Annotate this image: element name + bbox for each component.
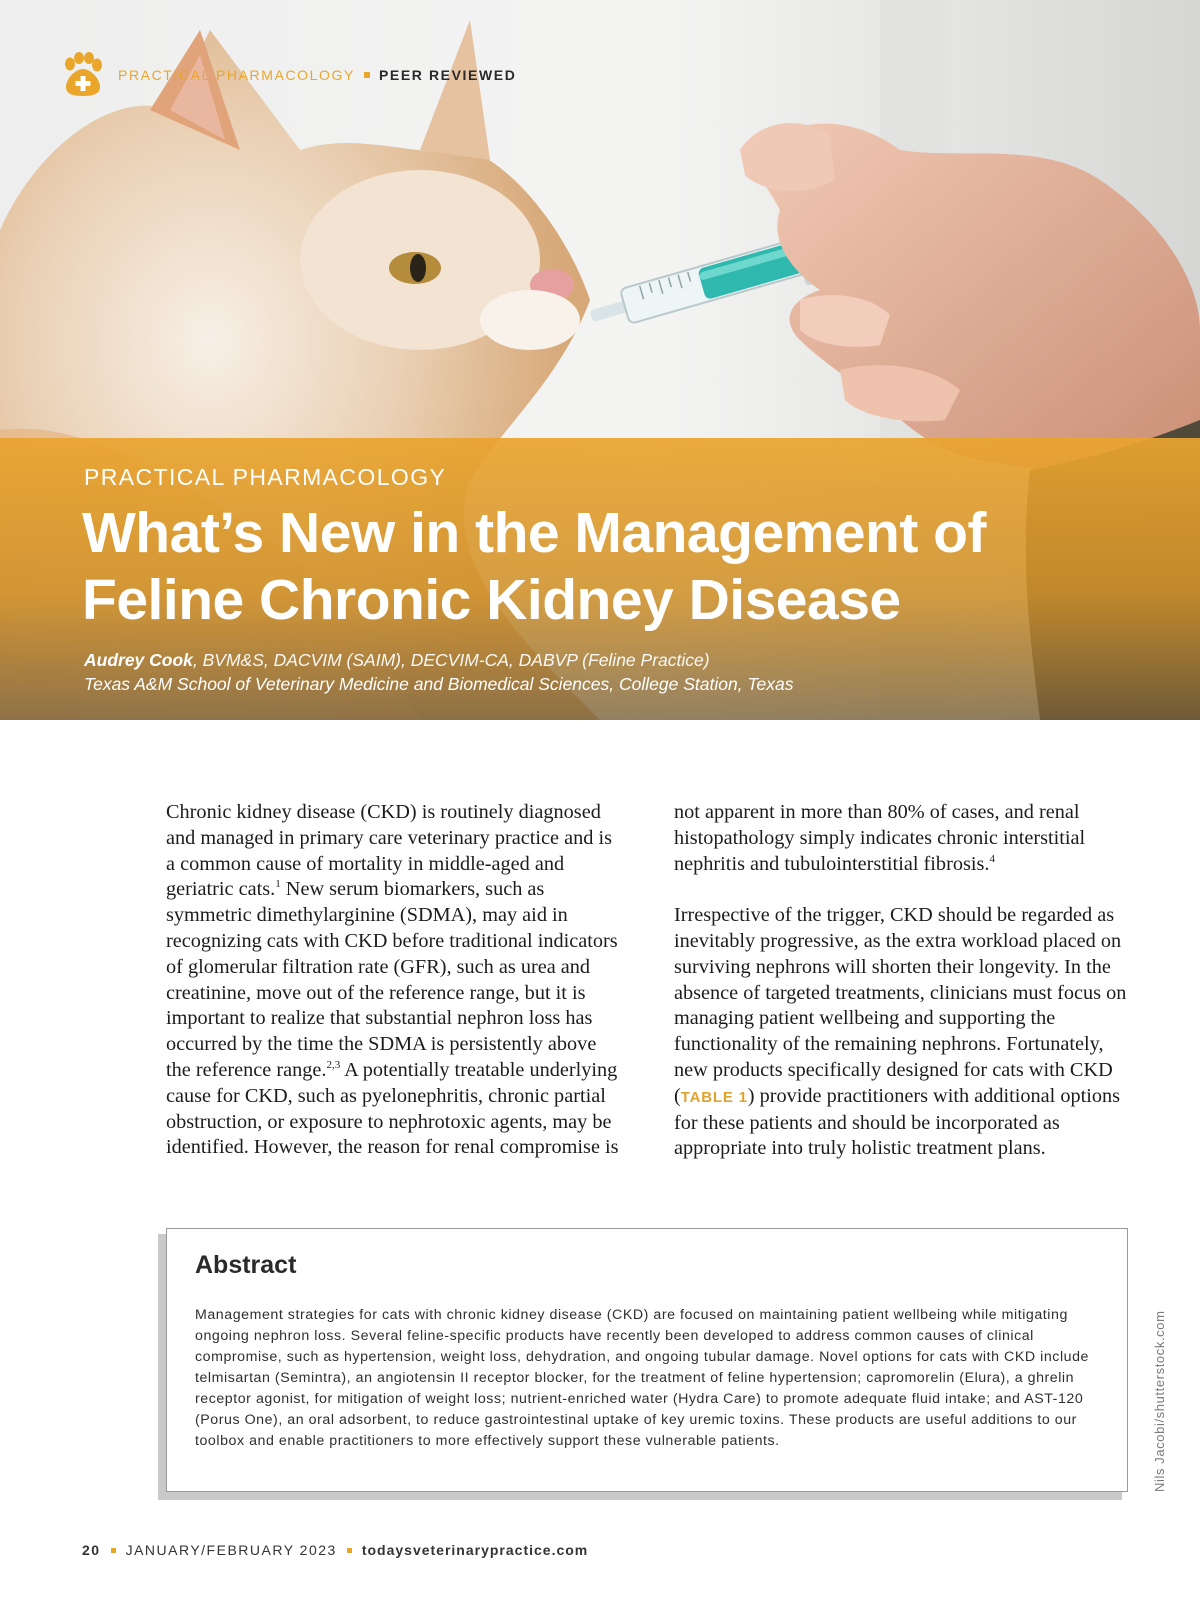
body-column-right (674, 800, 1134, 1162)
table-1-link[interactable]: TABLE 1 (680, 1088, 748, 1106)
page-footer (82, 1542, 588, 1558)
author-name: Audrey Cook (84, 650, 193, 670)
body-text: Irrespective of the trigger, CKD should be regarded as inevitably progressive, as the extra workload placed on surviving nephrons will shorten their longevity. In the absence of targeted treatments, clinicians must focus on managing patient wellbeing and supporting the functionality of the remaining nephrons. Fortunately, new products specifically designed for cats with CKD ( (674, 904, 1127, 1107)
body-text: not apparent in more than 80% of cases, and renal histopathology simply indicates chronic interstitial nephritis and tubulointerstitial fibrosis. (674, 801, 1086, 875)
body-paragraph (166, 800, 626, 1161)
citation: 1 (275, 878, 281, 891)
peer-reviewed-label: PEER REVIEWED (378, 67, 517, 83)
separator-dot (364, 72, 370, 78)
author-affiliation: Texas A&M School of Veterinary Medicine and Biomedical Sciences, College Station, Texas (84, 674, 794, 694)
article-title: What’s New in the Management of Feline Chronic Kidney Disease (82, 501, 986, 632)
abstract-box (166, 1228, 1128, 1492)
abstract-text: Management strategies for cats with chronic kidney disease (CKD) are focused on maintaining patient wellbeing while mitigating ongoing nephron loss. Several feline-specific products have recently been developed to address common causes of clinical compromise, such as hypertension, weight loss, dehydration, and ongoing tubular damage. Novel options for cats with CKD include telmisartan (Semintra), an angiotensin II receptor blocker, for the treatment of feline hypertension; capromorelin (Elura), a ghrelin receptor agonist, for mitigation of weight loss; nutrient-enriched water (Hydra Care) to promote adequate fluid intake; and AST-120 (Porus One), an oral adsorbent, to reduce gastrointestinal uptake of key uremic toxins. These products are useful additions to our toolbox and enable practitioners to more effectively support these vulnerable patients. (195, 1307, 1089, 1449)
citation: 2,3 (326, 1059, 341, 1072)
paw-plus-icon (60, 52, 106, 98)
body-paragraph (674, 800, 1134, 877)
abstract-title: Abstract (195, 1251, 297, 1279)
separator-dot (347, 1548, 352, 1553)
section-name: PRACTICAL PHARMACOLOGY (118, 67, 355, 83)
photo-credit: Nils Jacobi/shutterstock.com (1152, 1310, 1167, 1492)
author-credentials: , BVM&S, DACVIM (SAIM), DECVIM-CA, DABVP (Feline Practice) (192, 650, 710, 670)
body-text: A potentially treatable underlying cause for CKD, such as pyelonephritis, chronic partial obstruction, or exposure to nephrotoxic agents, may be identified. However, the reason for renal compromise is (166, 1058, 619, 1159)
citation: 4 (989, 852, 995, 865)
byline (84, 648, 793, 696)
body-paragraph (674, 903, 1134, 1162)
separator-dot (111, 1548, 116, 1553)
section-label (60, 52, 516, 98)
body-text: ) provide practitioners with additional options for these patients and should be incorporated as appropriate into truly holistic treatment plans. (674, 1084, 1121, 1160)
body-column-left (166, 800, 626, 1161)
issue-date: JANUARY/FEBRUARY 2023 (125, 1542, 337, 1558)
page-number: 20 (82, 1542, 101, 1558)
body-text: New serum biomarkers, such as symmetric dimethylarginine (SDMA), may aid in recognizing cats with CKD before traditional indicators of glomerular filtration rate (GFR), such as urea and creatinine, move out of the reference range, but it is important to realize that substantial nephron loss has occurred by the time the SDMA is persistently above the reference range. (166, 878, 618, 1081)
article-kicker: PRACTICAL PHARMACOLOGY (84, 464, 447, 490)
hero-image (0, 0, 1200, 720)
website-link[interactable]: todaysveterinarypractice.com (361, 1542, 589, 1558)
body-text: Chronic kidney disease (CKD) is routinely diagnosed and managed in primary care veterinary practice and is a common cause of mortality in middle-aged and geriatric cats. (166, 801, 612, 901)
